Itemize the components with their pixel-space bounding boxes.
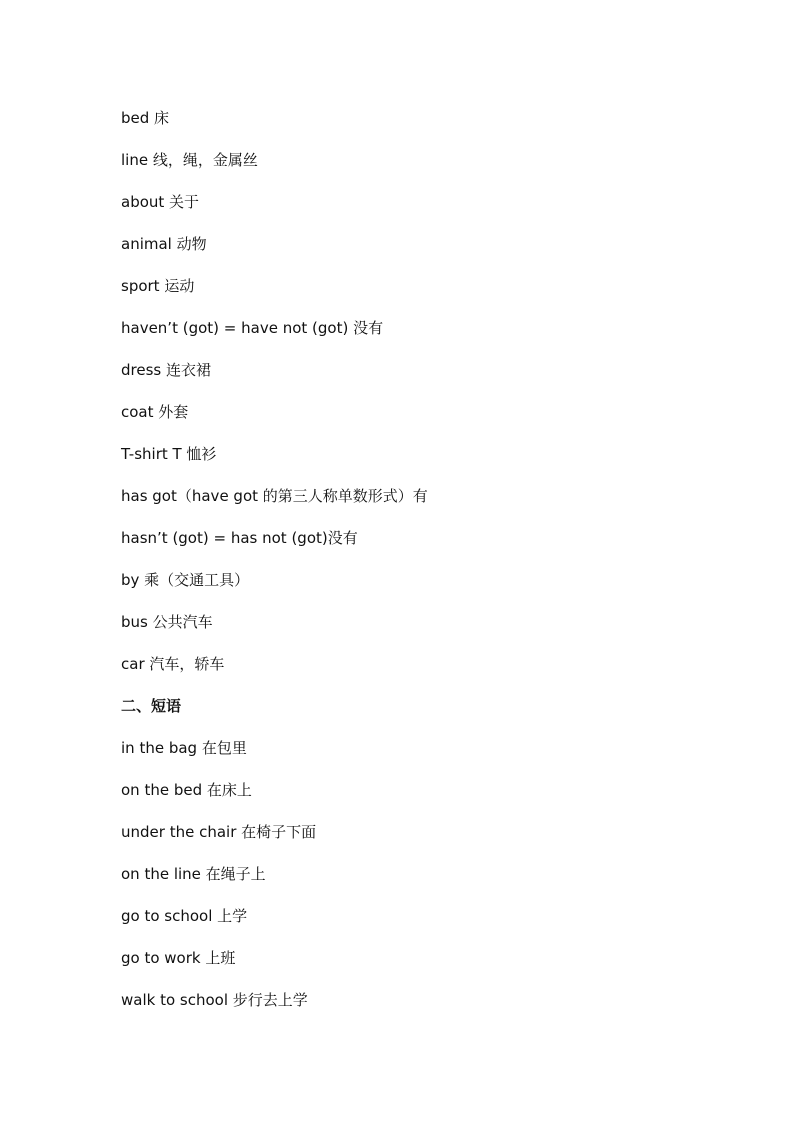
vocab-line: dress 连衣裙 xyxy=(121,361,211,379)
phrase-line: in the bag 在包里 xyxy=(121,739,247,757)
phrase-line: on the bed 在床上 xyxy=(121,781,252,799)
vocab-line: hasn’t (got) = has not (got)没有 xyxy=(121,529,358,547)
phrase-line: on the line 在绳子上 xyxy=(121,865,266,883)
section-heading: 二、短语 xyxy=(121,697,182,715)
vocab-line: about 关于 xyxy=(121,193,200,211)
vocab-line: has got（have got 的第三人称单数形式）有 xyxy=(121,487,428,505)
vocab-line: bus 公共汽车 xyxy=(121,613,213,631)
phrase-line: go to work 上班 xyxy=(121,949,236,967)
phrase-line: walk to school 步行去上学 xyxy=(121,991,308,1009)
vocab-line: car 汽车，轿车 xyxy=(121,655,225,673)
vocab-line: animal 动物 xyxy=(121,235,207,253)
vocab-line: line 线，绳，金属丝 xyxy=(121,151,258,169)
vocab-line: bed 床 xyxy=(121,109,170,127)
phrase-line: go to school 上学 xyxy=(121,907,248,925)
vocab-line: sport 运动 xyxy=(121,277,195,295)
vocab-line: coat 外套 xyxy=(121,403,189,421)
phrase-line: under the chair 在椅子下面 xyxy=(121,823,317,841)
vocab-line: by 乘（交通工具） xyxy=(121,571,250,589)
vocab-line: T-shirt T 恤衫 xyxy=(121,445,217,463)
vocab-line: haven’t (got) = have not (got) 没有 xyxy=(121,319,384,337)
vocabulary-list xyxy=(121,107,741,1031)
